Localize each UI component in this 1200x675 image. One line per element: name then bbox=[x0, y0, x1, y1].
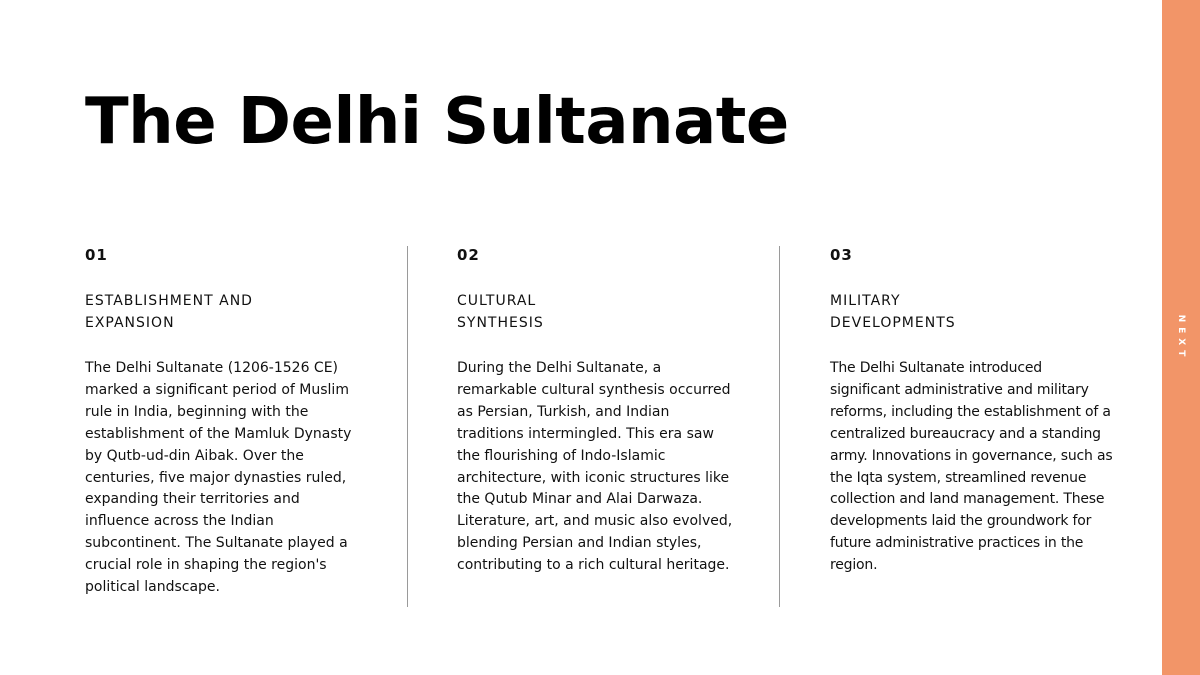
column-body: The Delhi Sultanate introduced significant administrative and military reforms, including the establishment of a centralized bureaucracy and a standing army. Innovations in governance, such as the Iqta system, streamlined revenue collection and land management. These developments laid the groundwork for future administrative practices in the region. bbox=[830, 360, 1113, 574]
column-heading-line: MILITARY bbox=[830, 293, 901, 309]
column-number: 03 bbox=[830, 246, 853, 264]
column-body: During the Delhi Sultanate, a remarkable cultural synthesis occurred as Persian, Turkish, and Indian traditions intermingled. This era saw the flourishing of Indo-Islamic architecture, with iconic structures like the Qutub Minar and Alai Darwaza. Literature, art, and music also evolved, blending Persian and Indian styles, contributing to a rich cultural heritage. bbox=[457, 360, 733, 574]
slide-title: The Delhi Sultanate bbox=[85, 85, 789, 159]
column-heading-line: DEVELOPMENTS bbox=[830, 315, 956, 331]
column-heading-line: SYNTHESIS bbox=[457, 315, 544, 331]
column-body: The Delhi Sultanate (1206-1526 CE) marked a significant period of Muslim rule in India, beginning with the establishment of the Mamluk Dynasty by Qutb-ud-din Aibak. Over the centuries, five major dynasties ruled, expanding their territories and influence across the Indian subcontinent. The Sultanate played a crucial role in shaping the region's political landscape. bbox=[85, 360, 352, 596]
column-heading bbox=[85, 290, 360, 334]
next-label: NEXT bbox=[1176, 314, 1186, 362]
column-divider bbox=[779, 246, 780, 607]
column-military bbox=[830, 245, 1120, 577]
column-heading bbox=[830, 290, 1120, 334]
column-heading bbox=[457, 290, 737, 334]
column-heading-line: CULTURAL bbox=[457, 293, 537, 309]
column-cultural bbox=[457, 245, 737, 577]
column-heading-line: ESTABLISHMENT AND bbox=[85, 293, 253, 309]
column-number: 01 bbox=[85, 246, 108, 264]
column-number: 02 bbox=[457, 246, 480, 264]
column-establishment bbox=[85, 245, 360, 599]
column-heading-line: EXPANSION bbox=[85, 315, 175, 331]
column-divider bbox=[407, 246, 408, 607]
next-button[interactable] bbox=[1162, 0, 1200, 675]
